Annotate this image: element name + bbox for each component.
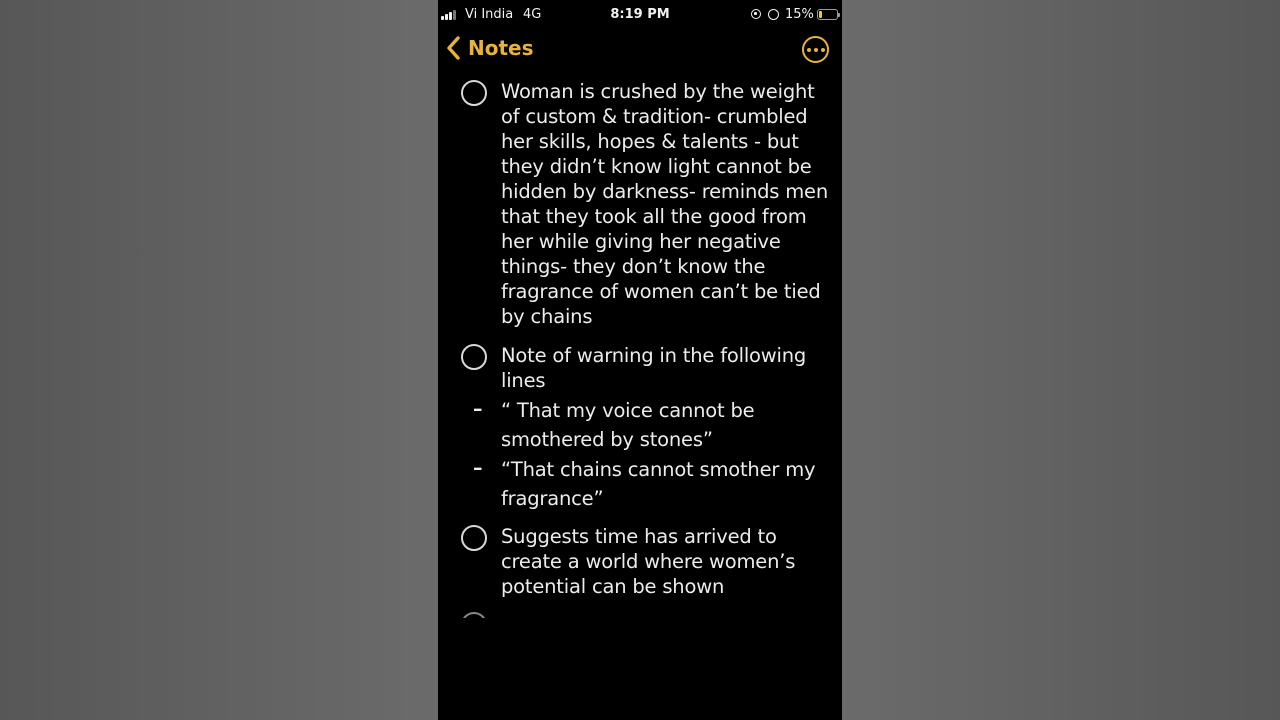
back-button[interactable] — [444, 34, 534, 62]
status-bar — [438, 0, 842, 30]
chevron-left-icon — [444, 34, 464, 62]
background-right — [842, 0, 1280, 720]
network-type: 4G — [523, 7, 542, 22]
alarm-icon — [768, 9, 779, 20]
more-options-button[interactable] — [802, 36, 829, 63]
sub-list-item-text[interactable]: “ That my voice cannot be smothered by stones” — [501, 399, 755, 451]
dash-bullet: – — [473, 457, 483, 479]
checklist-item-text[interactable]: Woman is crushed by the weight of custom & tradition- crumbled her skills, hopes & talents - but they didn’t know light cannot be hidden by darkness- reminds men that they took all the good from her while giving her negative things- they don’t know the fragrance of women can’t be tied by chains — [501, 80, 828, 328]
phone-screen — [438, 0, 842, 720]
rotation-lock-icon — [751, 9, 761, 19]
background-left — [0, 0, 438, 720]
checklist-checkbox[interactable] — [461, 80, 487, 106]
ellipsis-dot — [807, 48, 811, 52]
sub-list-item-text[interactable]: “That chains cannot smother my fragrance” — [501, 458, 816, 510]
checklist-item-text[interactable]: Note of warning in the following lines — [501, 344, 807, 392]
dash-bullet: – — [473, 398, 483, 420]
ellipsis-dot — [814, 48, 818, 52]
checklist-item-text[interactable]: Suggests time has arrived to create a world where women’s potential can be shown — [501, 525, 796, 598]
ellipsis-dot — [821, 48, 825, 52]
checklist-checkbox[interactable] — [461, 612, 487, 618]
back-label: Notes — [468, 36, 534, 60]
status-time: 8:19 PM — [610, 7, 670, 22]
carrier-name: Vi India — [465, 7, 514, 22]
note-content[interactable] — [438, 70, 842, 618]
battery-percentage: 15% — [785, 7, 814, 22]
checklist-checkbox[interactable] — [461, 344, 487, 370]
checklist-checkbox[interactable] — [461, 525, 487, 551]
battery-level-fill — [819, 11, 822, 18]
battery-icon — [817, 9, 838, 20]
navigation-bar — [438, 30, 842, 70]
